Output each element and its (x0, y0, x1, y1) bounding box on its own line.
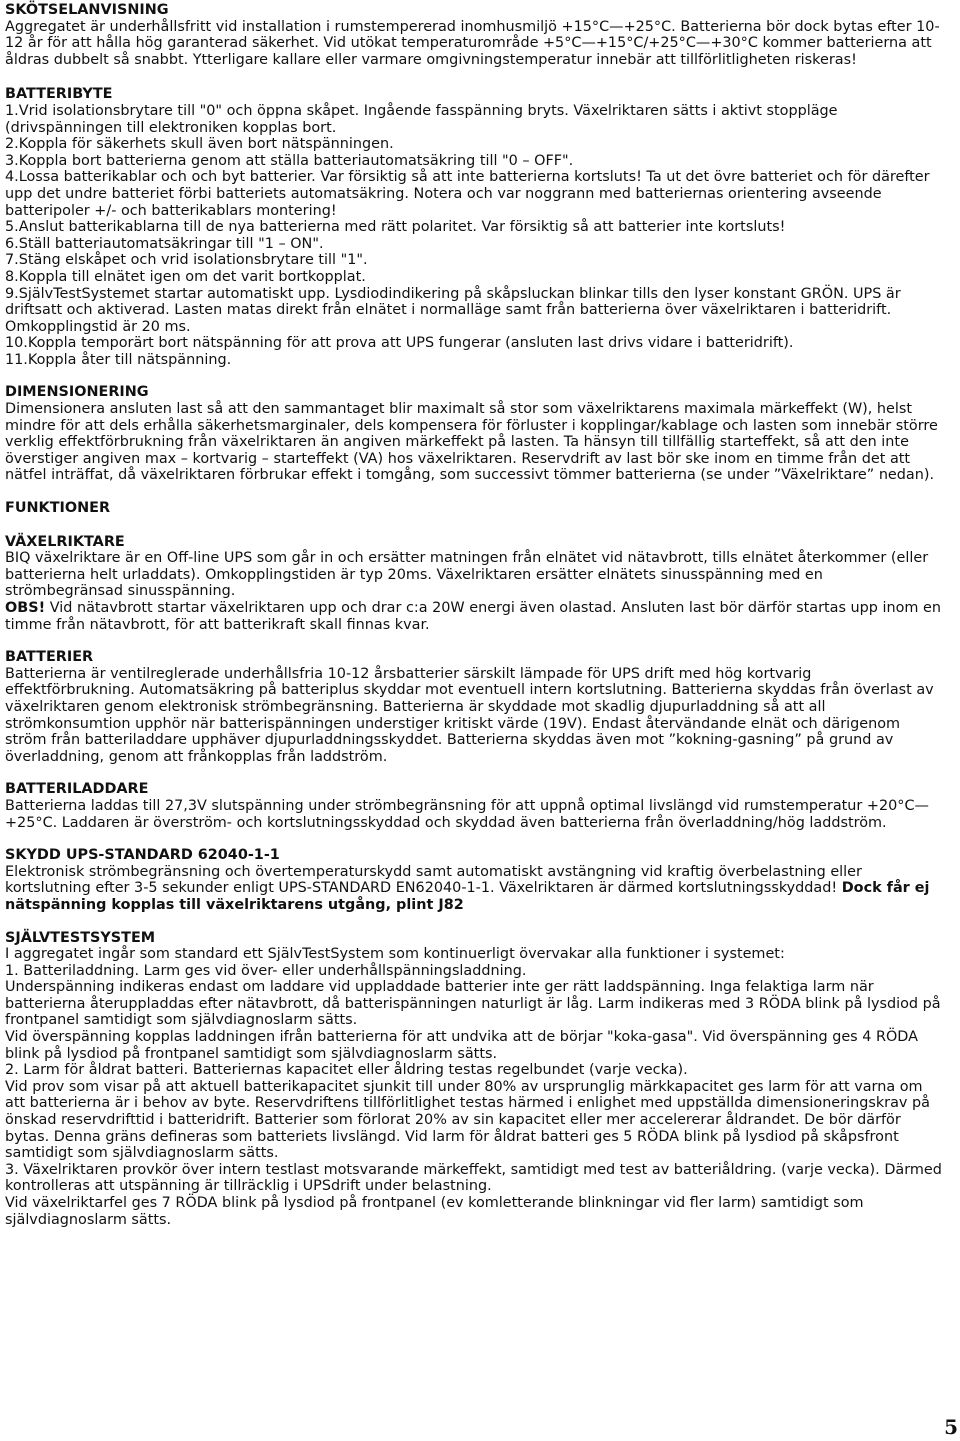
step-9: 9.SjälvTestSystemet startar automatiskt upp. Lysdiodindikering på skåpsluckan blinkar tills den lyser konstant GRÖN. UPS är driftsatt och aktiverad. Lasten matas direkt från elnätet i normalläge samt från batterierna över växelriktaren i batteridrift. Omkopplingstid är 20 ms. (5, 285, 901, 335)
section-batteries (5, 649, 945, 765)
selftest-line-6: Vid prov som visar på att aktuell batterikapacitet sjunkit till under 80% av ursprunglig märkkapacitet ges larm för att varna om att batterierna är i behov av byte. Reservdriftens tillförlitlighet testas härmed i enlighet med uppställda dimensioneringskrav på önskad reservdrifttid i batteridrift. Batterier som förlorat 20% av sin kapacitet eller mer accelererar åldrandet. De bör därför bytas. Denna gräns defineras som batteriets livslängd. Vid larm för åldrat batteri ges 5 RÖDA blink på lysdiod på skåpsfront samtidigt som självdiagnoslarm sätts. (5, 1078, 930, 1162)
step-5: 5.Anslut batterikablarna till de nya batterierna med rätt polaritet. Var försiktig så att batterier inte kortsluts! (5, 219, 786, 236)
section-title-batteries: BATTERIER (5, 649, 94, 666)
protection-warning: Dock får ej nätspänning kopplas till växelriktarens utgång, plint J82 (5, 880, 930, 913)
inverter-note (5, 600, 945, 633)
section-text-dimensioning: Dimensionera ansluten last så att den sammantaget blir maximalt så stor som växelriktarens maximala märkeffekt (W), helst mindre för att dels erhålla säkerhetsmarginaler, dels kompensera för förluster i kopplingar/kablage och lasten som innebär större verklig effektförbrukning från växelriktaren än angiven märkeffekt på lasten. Ta hänsyn till tillfällig starteffekt, så att den inte överstiger angiven max – kortvarig – starteffekt (VA) hos växelriktaren. Reservdrift av last bör ske inom en timme från det att nätfel inträffat, då växelriktaren förbrukar effekt i tomgång, som successivt tömmer batterierna (se under ”Växelriktare” nedan). (5, 401, 938, 484)
section-text-care: Aggregatet är underhållsfritt vid installation i rumstempererad inomhusmiljö +15°C—+25°C. Batterierna bör dock bytas efter 10-12 år för att hålla hög garanterad säkerhet. Vid utökat temperaturområde +5°C—+15°C/+25°C—+30°C kommer batterierna att åldras dubbelt så snabbt. Ytterligare kallare eller varmare omgivningstemperatur innebär att tillförlitligheten riskeras! (5, 18, 940, 68)
selftest-line-5: 2. Larm för åldrat batteri. Batteriernas kapacitet eller åldring testas regelbundet (varje vecka). (5, 1062, 688, 1079)
section-dimensioning (5, 384, 945, 484)
page-number: 5 (944, 1415, 958, 1439)
selftest-line-7: 3. Växelriktaren provkör över intern testlast motsvarande märkeffekt, samtidigt med test av batteriåldring. (varje vecka). Därmed kontrolleras att utspänning är tillräcklig i UPSdrift under belastning. (5, 1161, 942, 1195)
step-10: 10.Koppla temporärt bort nätspänning för att prova att UPS fungerar (ansluten last drivs vidare i batteridrift). (5, 335, 794, 352)
section-title-dimensioning: DIMENSIONERING (5, 384, 149, 401)
step-1: 1.Vrid isolationsbrytare till "0" och öppna skåpet. Ingående fasspänning bryts. Växelriktaren sätts i aktivt stoppläge (drivspänningen till elektroniken kopplas bort. (5, 102, 838, 136)
section-selftest (5, 930, 945, 1229)
section-title-selftest: SJÄLVTESTSYSTEM (5, 929, 156, 946)
step-4: 4.Lossa batterikablar och och byt batterier. Var försiktig så att inte batterierna kortsluts! Ta ut det övre batteriet och för därefter upp det undre batteriet förbi batteriets automatsäkring. Notera och var noggrann med batteriernas orientering avseende batteripoler +/- och batterikablars montering! (5, 169, 930, 219)
protection-text: Elektronisk strömbegränsning och övertemperaturskydd samt automatiskt avstängning vid kraftig överbelastning eller kortslutning efter 3-5 sekunder enligt UPS-STANDARD EN62040-1-1. Växelriktaren är därmed kortslutningsskyddad! (5, 863, 862, 897)
selftest-line-4: Vid överspänning kopplas laddningen ifrån batterierna för att undvika att de börjar "koka-gasa". Vid överspänning ges 4 RÖDA blink på lysdiod på frontpanel samtidigt som självdiagnoslarm sätts. (5, 1029, 918, 1062)
section-title-protection: SKYDD UPS-STANDARD 62040-1-1 (5, 847, 280, 864)
step-2: 2.Koppla för säkerhets skull även bort nätspänningen. (5, 136, 394, 153)
selftest-line-8: Vid växelriktarfel ges 7 RÖDA blink på lysdiod på frontpanel (ev komletterande blinkningar vid fler larm) samtidigt som självdiagnoslarm sätts. (5, 1195, 864, 1228)
section-title-charger: BATTERILADDARE (5, 781, 149, 798)
step-8: 8.Koppla till elnätet igen om det varit bortkopplat. (5, 268, 366, 285)
section-text-protection (5, 864, 945, 914)
selftest-line-3: Underspänning indikeras endast om laddare vid uppladdade batterier inte ger rätt laddspänning. Inga felaktiga larm när batterierna återuppladdas efter nätavbrott, då batterispänningen naturligt är låg. Larm indikeras med 3 RÖDA blink på lysdiod på frontpanel samtidigt som självdiagnoslarm sätts. (5, 979, 941, 1029)
section-care (5, 2, 945, 68)
section-title-battery-change: BATTERIBYTE (5, 86, 113, 103)
selftest-line-2: 1. Batteriladdning. Larm ges vid över- eller underhållspänningsladdning. (5, 962, 527, 979)
document-page (5, 2, 945, 1244)
section-inverter (5, 534, 945, 634)
section-title-care: SKÖTSELANVISNING (5, 2, 169, 18)
step-3: 3.Koppla bort batterierna genom att ställa batteriautomatsäkring till "0 – OFF". (5, 152, 574, 169)
section-title-inverter: VÄXELRIKTARE (5, 533, 125, 550)
section-title-functions: FUNKTIONER (5, 500, 111, 517)
obs-text: Vid nätavbrott startar växelriktaren upp och drar c:a 20W energi även olastad. Ansluten last bör därför startas upp inom en timme från nätavbrott, för att batterikraft skall finnas kvar. (5, 600, 941, 633)
selftest-line-1: I aggregatet ingår som standard ett SjälvTestSystem som kontinuerligt övervakar alla funktioner i systemet: (5, 946, 785, 963)
section-text-batteries: Batterierna är ventilreglerade underhållsfria 10-12 årsbatterier särskilt lämpade för UPS drift med hög kortvarig effektförbrukning. Automatsäkring på batteriplus skyddar mot eventuell intern kortslutning. Batterierna skyddas från överlast av växelriktaren genom elektronisk strömbegränsning. Batterierna är skyddade mot skadlig djupurladdning så att all strömkonsumtion upphör när batterispänningen understiger kritiskt värde (19V). Endast återvändande elnät och därigenom ström från batteriladdare upphäver djupurladdningsskyddet. Batterierna skyddas även mot ”kokning-gasning” på grund av överladdning, genom att frånkopplas från laddström. (5, 665, 934, 765)
step-6: 6.Ställ batteriautomatsäkringar till "1 – ON". (5, 235, 324, 252)
step-11: 11.Koppla åter till nätspänning. (5, 351, 232, 368)
section-battery-change (5, 86, 945, 368)
obs-label: OBS! (5, 600, 46, 616)
section-text-inverter: BIQ växelriktare är en Off-line UPS som går in och ersätter matningen från elnätet vid nätavbrott, tills elnätet återkommer (eller batterierna helt urladdats). Omkopplingstiden är typ 20ms. Växelriktaren ersätter elnätets sinusspänning med en strömbegränsad sinusspänning. (5, 550, 929, 600)
section-charger (5, 781, 945, 831)
section-protection (5, 847, 945, 913)
step-7: 7.Stäng elskåpet och vrid isolationsbrytare till "1". (5, 252, 368, 269)
section-text-charger: Batterierna laddas till 27,3V slutspänning under strömbegränsning för att uppnå optimal livslängd vid rumstemperatur +20°C—+25°C. Laddaren är överström- och kortslutningsskyddad och skyddad även batterierna från överladdning/hög laddström. (5, 797, 929, 831)
section-functions (5, 500, 945, 517)
